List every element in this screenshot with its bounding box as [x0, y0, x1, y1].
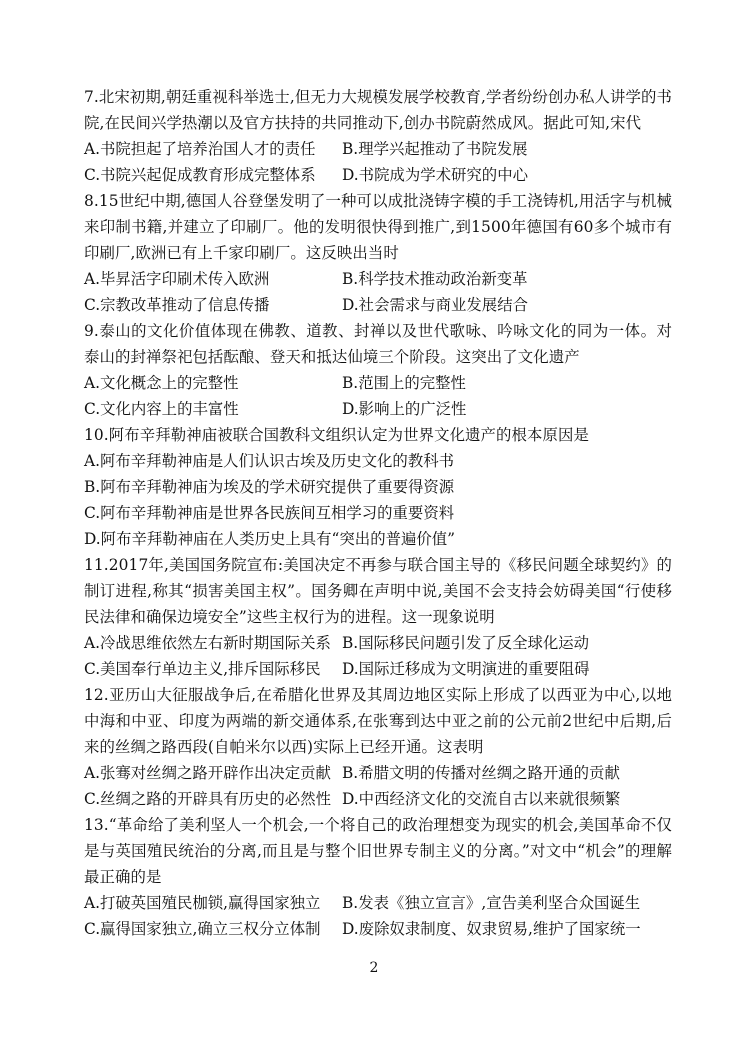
option-d: D.影响上的广泛性 — [342, 400, 467, 418]
question-8 — [84, 188, 672, 318]
option-b: B.理学兴起推动了书院发展 — [342, 140, 528, 158]
option-d: D.阿布辛拜勒神庙在人类历史上具有“突出的普遍价值” — [84, 530, 456, 548]
options — [84, 630, 672, 682]
option-b: B.阿布辛拜勒神庙为埃及的学术研究提供了重要得资源 — [84, 478, 455, 496]
question-7 — [84, 84, 672, 188]
option-d: D.中西经济文化的交流自古以来就很频繁 — [342, 790, 621, 808]
question-stem: 9.泰山的文化价值体现在佛教、道教、封禅以及世代歌咏、吟咏文化的同为一体。对泰山的封禅祭祀包括酝酿、登天和抵达仙境三个阶段。这突出了文化遗产 — [84, 322, 672, 366]
option-a: A.张骞对丝绸之路开辟作出决定贡献 — [84, 764, 331, 782]
question-12 — [84, 682, 672, 812]
options — [84, 370, 672, 422]
option-a: A.书院担起了培养治国人才的责任 — [84, 140, 316, 158]
options — [84, 136, 672, 188]
question-stem: 13.“革命给了美利坚人一个机会,一个将自己的政治理想变为现实的机会,美国革命不仅是与英国殖民统治的分离,而且是与整个旧世界专制主义的分离。”对文中“机会”的理解最正确的是 — [84, 816, 672, 886]
exam-page-content — [84, 84, 672, 942]
option-c: C.丝绸之路的开辟具有历史的必然性 — [84, 790, 331, 808]
option-c: C.宗教改革推动了信息传播 — [84, 296, 270, 314]
option-c: C.美国奉行单边主义,排斥国际移民 — [84, 660, 321, 678]
options — [84, 890, 672, 942]
question-stem: 11.2017年,美国国务院宣布:美国决定不再参与联合国主导的《移民问题全球契约》的制订进程,称其“损害美国主权”。国务卿在声明中说,美国不会支持会妨碍美国“行使移民法律和确保边境安全”这些主权行为的进程。这一现象说明 — [84, 556, 672, 626]
question-stem: 10.阿布辛拜勒神庙被联合国教科文组织认定为世界文化遗产的根本原因是 — [84, 426, 589, 444]
option-c: C.文化内容上的丰富性 — [84, 400, 239, 418]
option-a: A.打破英国殖民枷锁,赢得国家独立 — [84, 894, 321, 912]
option-c: C.赢得国家独立,确立三权分立体制 — [84, 920, 321, 938]
question-10 — [84, 422, 672, 552]
page-number: 2 — [369, 960, 379, 976]
option-b: B.希腊文明的传播对丝绸之路开通的贡献 — [342, 764, 620, 782]
options — [84, 448, 672, 552]
option-c: C.阿布辛拜勒神庙是世界各民族间互相学习的重要资料 — [84, 504, 455, 522]
question-11 — [84, 552, 672, 682]
options — [84, 266, 672, 318]
question-stem: 8.15世纪中期,德国人谷登堡发明了一种可以成批浇铸字模的手工浇铸机,用活字与机械来印制书籍,并建立了印刷厂。他的发明很快得到推广,到1500年德国有60多个城市有印刷厂,欧洲已有上千家印刷厂。这反映出当时 — [84, 192, 672, 262]
option-b: B.国际移民问题引发了反全球化运动 — [342, 634, 590, 652]
option-d: D.社会需求与商业发展结合 — [342, 296, 528, 314]
option-d: D.废除奴隶制度、奴隶贸易,维护了国家统一 — [342, 920, 641, 938]
question-stem: 12.亚历山大征服战争后,在希腊化世界及其周边地区实际上形成了以西亚为中心,以地中海和中亚、印度为两端的新交通体系,在张骞到达中亚之前的公元前2世纪中后期,后来的丝绸之路西段(自帕米尔以西)实际上已经开通。这表明 — [84, 686, 672, 756]
option-c: C.书院兴起促成教育形成完整体系 — [84, 166, 316, 184]
question-9 — [84, 318, 672, 422]
options — [84, 760, 672, 812]
option-a: A.文化概念上的完整性 — [84, 374, 239, 392]
question-13 — [84, 812, 672, 942]
option-d: D.国际迁移成为文明演进的重要阻碍 — [342, 660, 590, 678]
question-stem: 7.北宋初期,朝廷重视科举选士,但无力大规模发展学校教育,学者纷纷创办私人讲学的书院,在民间兴学热潮以及官方扶持的共同推动下,创办书院蔚然成风。据此可知,宋代 — [84, 88, 672, 132]
option-a: A.冷战思维依然左右新时期国际关系 — [84, 634, 331, 652]
option-a: A.阿布辛拜勒神庙是人们认识古埃及历史文化的教科书 — [84, 452, 454, 470]
option-b: B.科学技术推动政治新变革 — [342, 270, 528, 288]
option-a: A.毕昇活字印刷术传入欧洲 — [84, 270, 270, 288]
option-b: B.发表《独立宣言》,宣告美利坚合众国诞生 — [342, 894, 641, 912]
option-b: B.范围上的完整性 — [342, 374, 466, 392]
option-d: D.书院成为学术研究的中心 — [342, 166, 528, 184]
